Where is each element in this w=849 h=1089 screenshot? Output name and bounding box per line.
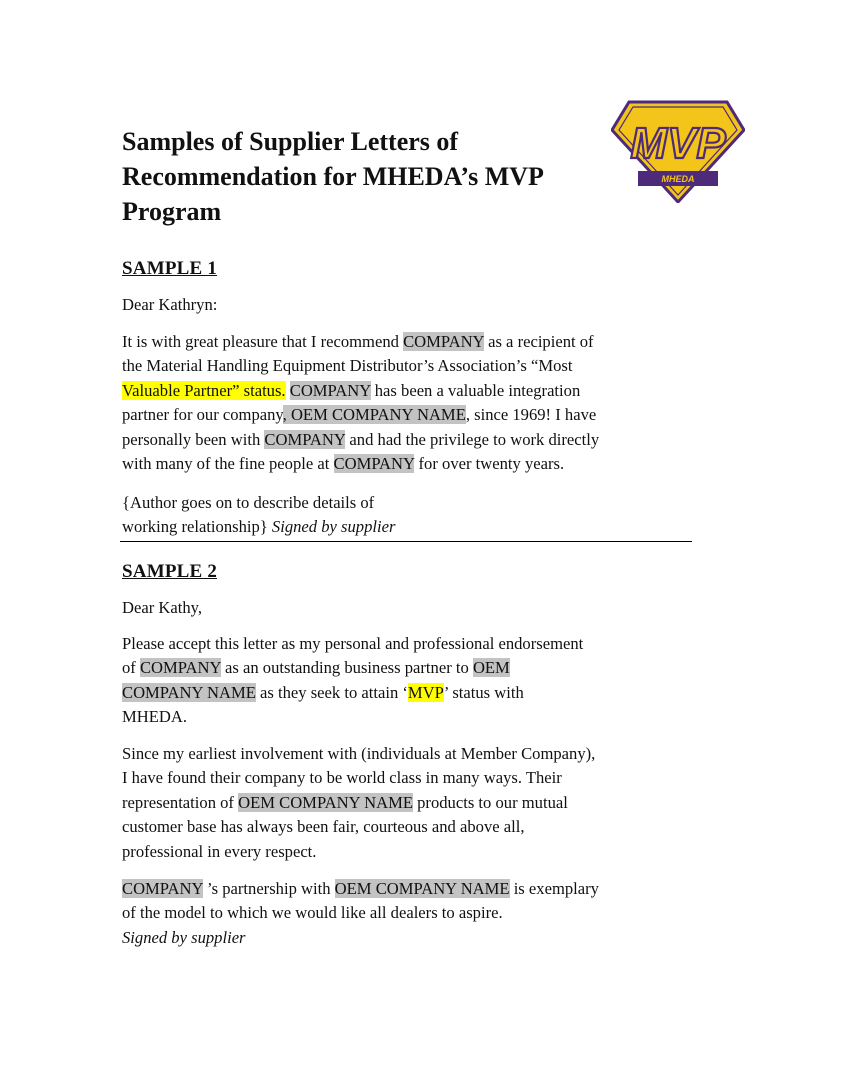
text-span: with many of the fine people at — [122, 453, 334, 473]
text-line — [122, 330, 702, 354]
salutation-text: Dear Kathryn: — [122, 295, 218, 314]
text-span: and had the privilege to work directly — [345, 429, 600, 449]
sample-1-paragraph-1 — [122, 330, 702, 476]
oem-placeholder: OEM COMPANY NAME — [334, 879, 510, 898]
title-line: Samples of Supplier Letters of — [122, 127, 459, 156]
text-line: MHEDA. — [122, 707, 187, 727]
signature-note: Signed by supplier — [122, 927, 246, 947]
text-span: as a recipient of — [483, 332, 594, 351]
sample-1-paragraph-2 — [122, 491, 702, 540]
text-span: , since 1969! I have — [465, 405, 597, 425]
text-span: as they seek to attain ‘ — [255, 682, 408, 702]
highlighted-text: Valuable Partner” status. — [122, 380, 286, 400]
logo-mheda-text: MHEDA — [661, 174, 695, 184]
text-line — [122, 452, 702, 476]
sample-2-paragraph-2 — [122, 742, 702, 864]
text-span: for over twenty years. — [414, 453, 565, 473]
logo-mvp-text: MVP — [630, 119, 726, 168]
text-line: professional in every respect. — [122, 841, 317, 861]
text-line: the Material Handling Equipment Distributor’s Association’s “Most — [122, 356, 573, 376]
text-span: partner for our company — [122, 405, 283, 425]
salutation-text: Dear Kathy, — [122, 598, 203, 617]
text-span: ’s partnership with — [202, 879, 335, 898]
oem-placeholder: COMPANY NAME — [122, 682, 256, 702]
company-placeholder: COMPANY — [333, 453, 415, 473]
text-line: I have found their company to be world class in many ways. Their — [122, 768, 562, 788]
text-line — [122, 877, 702, 901]
text-line: {Author goes on to describe details of — [122, 493, 375, 512]
company-placeholder: COMPANY — [122, 879, 203, 898]
sample-2-paragraph-3 — [122, 877, 702, 950]
oem-placeholder: OEM COMPANY NAME — [238, 792, 413, 812]
title-line: Recommendation for MHEDA’s MVP — [122, 162, 544, 191]
company-placeholder: COMPANY — [289, 380, 371, 400]
text-span: products to our mutual — [412, 792, 568, 812]
signature-note: Signed by supplier — [271, 517, 396, 537]
oem-placeholder: , OEM COMPANY NAME — [282, 405, 466, 425]
sample-2-salutation — [122, 596, 702, 620]
text-line: customer base has always been fair, courteous and above all, — [122, 817, 525, 837]
text-line — [122, 791, 702, 815]
company-placeholder: COMPANY — [403, 332, 484, 351]
text-span: of — [122, 658, 140, 678]
text-line — [122, 681, 702, 705]
text-span: It is with great pleasure that I recommend — [122, 332, 404, 351]
text-line: of the model to which we would like all dealers to aspire. — [122, 903, 503, 923]
text-line — [122, 515, 702, 539]
title-line: Program — [122, 197, 222, 226]
mheda-mvp-logo — [611, 100, 745, 203]
text-line — [122, 656, 702, 680]
highlighted-text: MVP — [407, 682, 444, 702]
text-line: Please accept this letter as my personal and professional endorsement — [122, 634, 584, 653]
page-title — [122, 124, 602, 229]
sample-2-heading: SAMPLE 2 — [122, 561, 218, 582]
company-placeholder: COMPANY — [264, 429, 346, 449]
sample-2-paragraph-1 — [122, 632, 702, 730]
company-placeholder: COMPANY — [139, 658, 221, 678]
text-line: Since my earliest involvement with (individuals at Member Company), — [122, 744, 596, 763]
text-span: has been a valuable integration — [370, 380, 581, 400]
text-line — [122, 428, 702, 452]
oem-placeholder: OEM — [472, 658, 510, 678]
text-span: personally been with — [122, 429, 265, 449]
sample-1-heading: SAMPLE 1 — [122, 258, 218, 279]
text-line — [122, 403, 702, 427]
text-line — [122, 379, 702, 403]
text-span: is exemplary — [509, 879, 599, 898]
section-divider — [120, 541, 692, 542]
sample-1-salutation — [122, 293, 702, 317]
text-span: ’ status with — [443, 682, 524, 702]
text-span: representation of — [122, 792, 239, 812]
text-span: working relationship} — [122, 517, 272, 537]
text-span: as an outstanding business partner to — [220, 658, 473, 678]
